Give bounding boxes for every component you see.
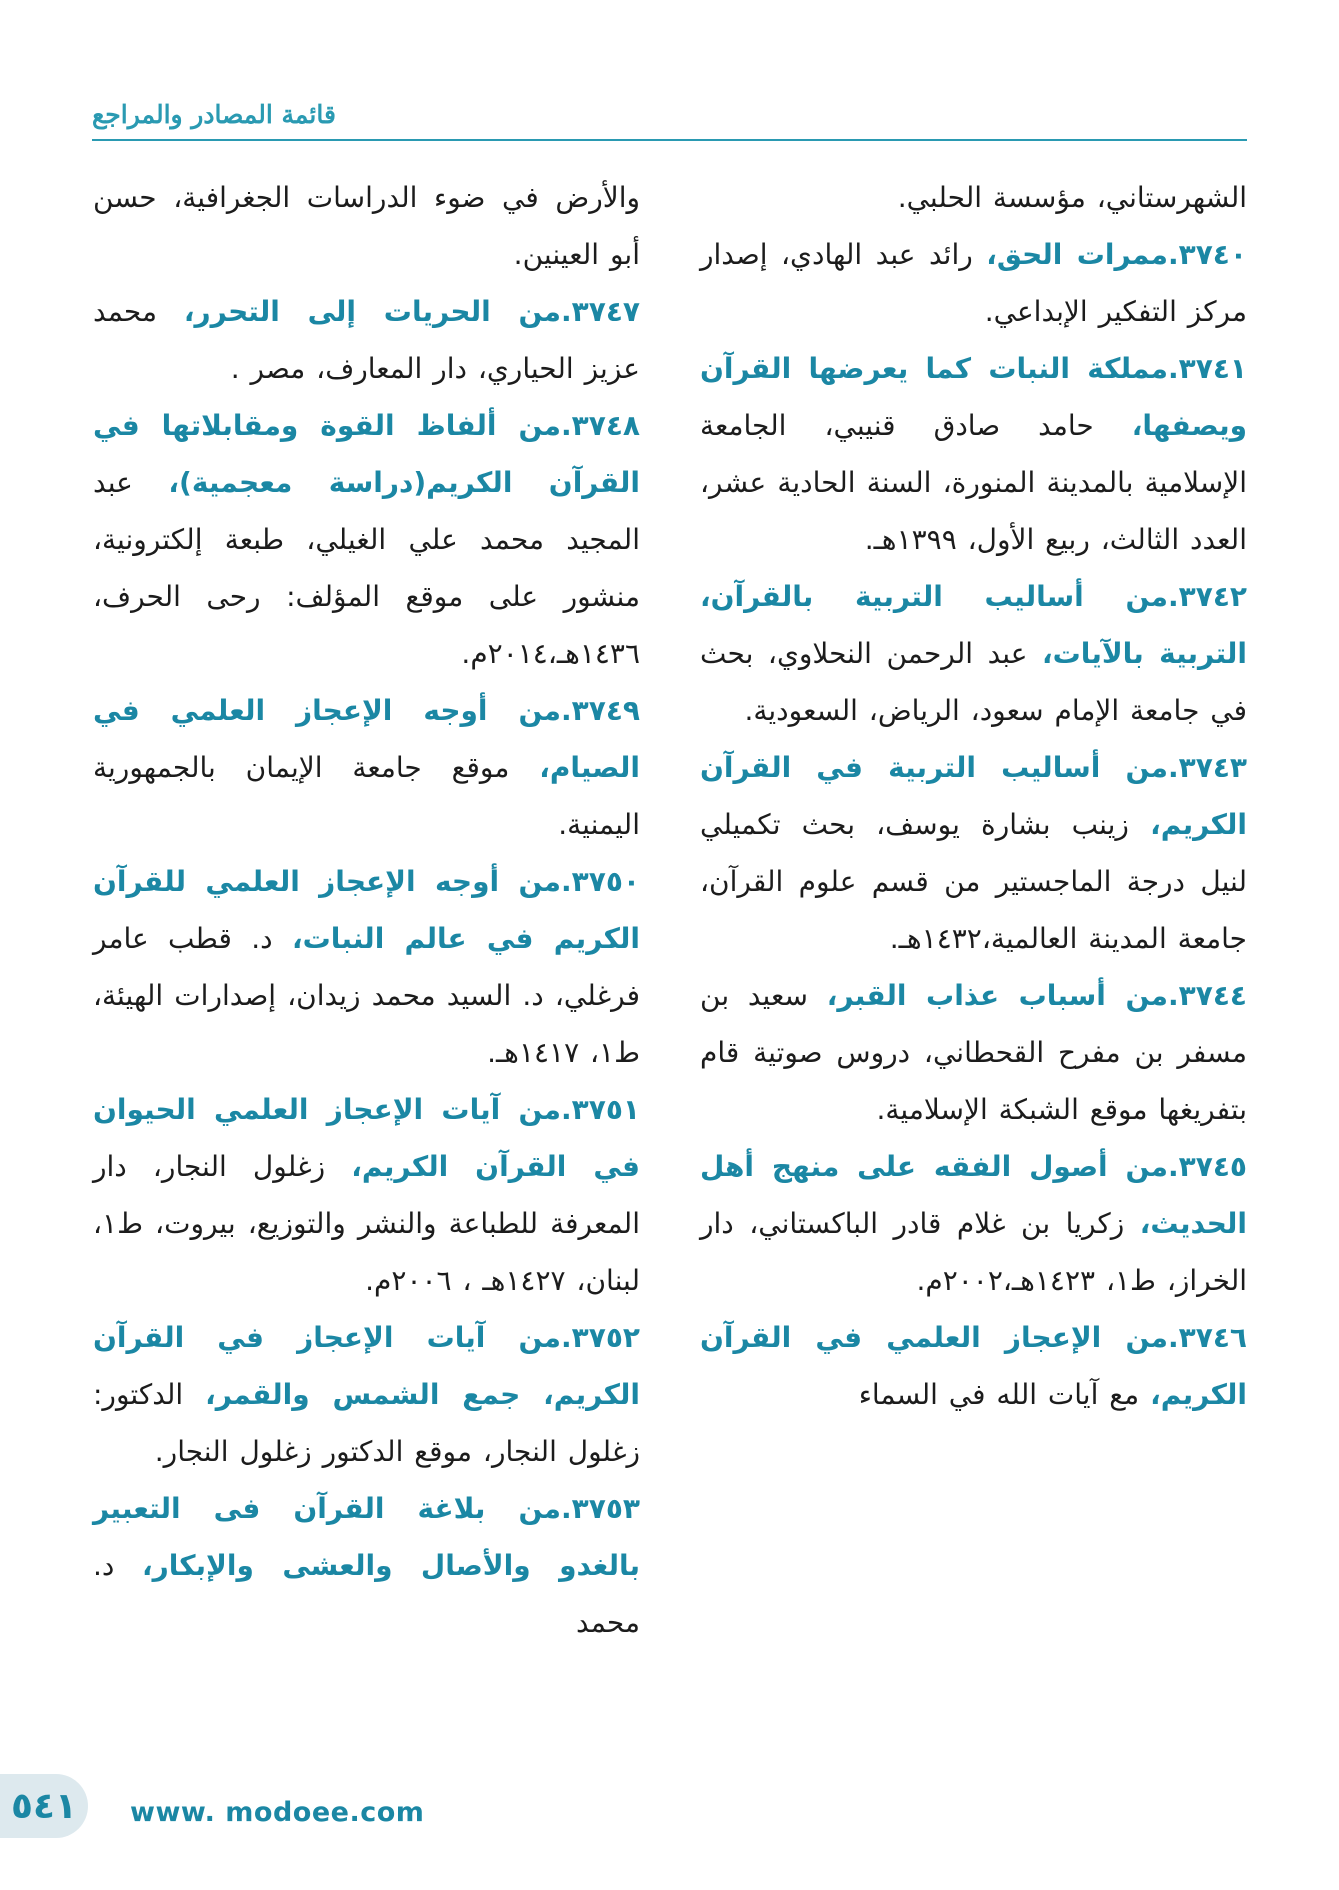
reference-entry-3740 xyxy=(700,226,1247,340)
entry-title: من أوجه الإعجاز العلمي للقرآن الكريم في عالم النبات، xyxy=(93,865,641,955)
entry-text: الشهرستاني، مؤسسة الحلبي. xyxy=(897,181,1247,214)
entry-title: من ألفاظ القوة ومقابلاتها في القرآن الكريم(دراسة معجمية)، xyxy=(93,409,640,499)
entry-text: زكريا بن غلام قادر الباكستاني، دار الخراز، ط١، ١٤٢٣هـ،٢٠٠٢م. xyxy=(700,1207,1247,1297)
entry-text: مع آيات الله في السماء xyxy=(858,1378,1140,1411)
entry-text: رائد عبد الهادي، إصدار مركز التفكير الإبداعي. xyxy=(700,238,1247,328)
entry-text: سعيد بن مسفر بن مفرح القحطاني، دروس صوتية قام بتفريغها موقع الشبكة الإسلامية. xyxy=(700,979,1247,1126)
column-left xyxy=(93,169,640,1651)
entry-title: من الإعجاز العلمي في القرآن الكريم، xyxy=(700,1321,1247,1411)
entry-number: ٣٧٥٣. xyxy=(561,1492,640,1525)
column-right xyxy=(700,169,1247,1651)
entry-number: ٣٧٥٠. xyxy=(561,865,640,898)
entry-title: من أساليب التربية بالقرآن، التربية بالآيات، xyxy=(700,580,1247,670)
page-number-badge xyxy=(0,1774,88,1838)
website-text: www. modoee.com xyxy=(130,1797,425,1828)
running-header-title: قائمة المصادر والمراجع xyxy=(92,100,336,129)
reference-entry-3753 xyxy=(93,1480,640,1651)
entry-text: موقع جامعة الإيمان بالجمهورية اليمنية. xyxy=(93,751,640,841)
entry-number: ٣٧٥١. xyxy=(561,1093,640,1126)
entry-number: ٣٧٥٢. xyxy=(561,1321,640,1354)
entry-text: حامد صادق قنيبي، الجامعة الإسلامية بالمدينة المنورة، السنة الحادية عشر، العدد الثالث، ربيع الأول، ١٣٩٩هـ. xyxy=(700,409,1247,556)
entry-text: عبد المجيد محمد علي الغيلي، طبعة إلكترونية، منشور على موقع المؤلف: رحى الحرف، ١٤٣٦هـ،٢٠١٤م. xyxy=(93,466,640,670)
entry-text: محمد عزيز الحياري، دار المعارف، مصر . xyxy=(93,295,640,385)
page-header xyxy=(0,0,1339,141)
entry-title: مملكة النبات كما يعرضها القرآن ويصفها، xyxy=(700,352,1247,442)
entry-title: من بلاغة القرآن فى التعبير بالغدو والأصال والعشى والإبكار، xyxy=(93,1492,640,1582)
entry-number: ٣٧٤٦. xyxy=(1168,1321,1247,1354)
entry-number: ٣٧٤٠. xyxy=(1167,238,1247,271)
reference-entry-3744 xyxy=(700,967,1247,1138)
entry-title: ممرات الحق، xyxy=(986,238,1168,271)
entry-text: زغلول النجار، دار المعرفة للطباعة والنشر والتوزيع، بيروت، ط١، لبنان، ١٤٢٧هـ ، ٢٠٠٦م. xyxy=(93,1150,640,1297)
entry-title: من أساليب التربية في القرآن الكريم، xyxy=(700,751,1247,841)
entry-text: د. محمد xyxy=(93,1549,640,1639)
entry-number: ٣٧٤٨. xyxy=(561,409,640,442)
entry-title: من آيات الإعجاز في القرآن الكريم، جمع الشمس والقمر، xyxy=(93,1321,640,1411)
entry-title: من أصول الفقه على منهج أهل الحديث، xyxy=(700,1150,1247,1240)
entry-number: ٣٧٤١. xyxy=(1168,352,1247,385)
entry-number: ٣٧٤٩. xyxy=(561,694,640,727)
reference-entry-3752 xyxy=(93,1309,640,1480)
entry-title: من الحريات إلى التحرر، xyxy=(183,295,561,328)
entry-text: والأرض في ضوء الدراسات الجغرافية، حسن أبو العينين. xyxy=(93,181,640,271)
entry-number: ٣٧٤٧. xyxy=(561,295,640,328)
reference-entry-3741 xyxy=(700,340,1247,568)
reference-entry-3747 xyxy=(93,283,640,397)
references-two-columns xyxy=(0,141,1339,1651)
entry-number: ٣٧٤٣. xyxy=(1168,751,1247,784)
reference-entry-3745 xyxy=(700,1138,1247,1309)
reference-entry-3746 xyxy=(700,1309,1247,1423)
reference-entry-3742 xyxy=(700,568,1247,739)
entry-title: من آيات الإعجاز العلمي الحيوان في القرآن الكريم، xyxy=(93,1093,640,1183)
entry-title: من أوجه الإعجاز العلمي في الصيام، xyxy=(93,694,640,784)
reference-entry-3748 xyxy=(93,397,640,682)
entry-number: ٣٧٤٥. xyxy=(1168,1150,1247,1183)
entry-title: من أسباب عذاب القبر، xyxy=(826,979,1169,1012)
reference-entry-3743 xyxy=(700,739,1247,967)
entry-text: د. قطب عامر فرغلي، د. السيد محمد زيدان، إصدارات الهيئة، ط١، ١٤١٧هـ. xyxy=(93,922,640,1069)
reference-entry-3749 xyxy=(93,682,640,853)
entry-text: زينب بشارة يوسف، بحث تكميلي لنيل درجة الماجستير من قسم علوم القرآن، جامعة المدينة العالمية،١٤٣٢هـ. xyxy=(700,808,1247,955)
reference-entry-continuation xyxy=(700,169,1247,226)
entry-number: ٣٧٤٤. xyxy=(1168,979,1248,1012)
entry-number: ٣٧٤٢. xyxy=(1168,580,1247,613)
reference-entry-3751 xyxy=(93,1081,640,1309)
reference-entry-3750 xyxy=(93,853,640,1081)
entry-text: عبد الرحمن النحلاوي، بحث في جامعة الإمام سعود، الرياض، السعودية. xyxy=(700,637,1247,727)
reference-entry-continuation xyxy=(93,169,640,283)
page-number: ٥٤١ xyxy=(11,1785,77,1827)
page-footer xyxy=(0,1760,1339,1890)
entry-text: الدكتور: زغلول النجار، موقع الدكتور زغلول النجار. xyxy=(93,1378,640,1468)
